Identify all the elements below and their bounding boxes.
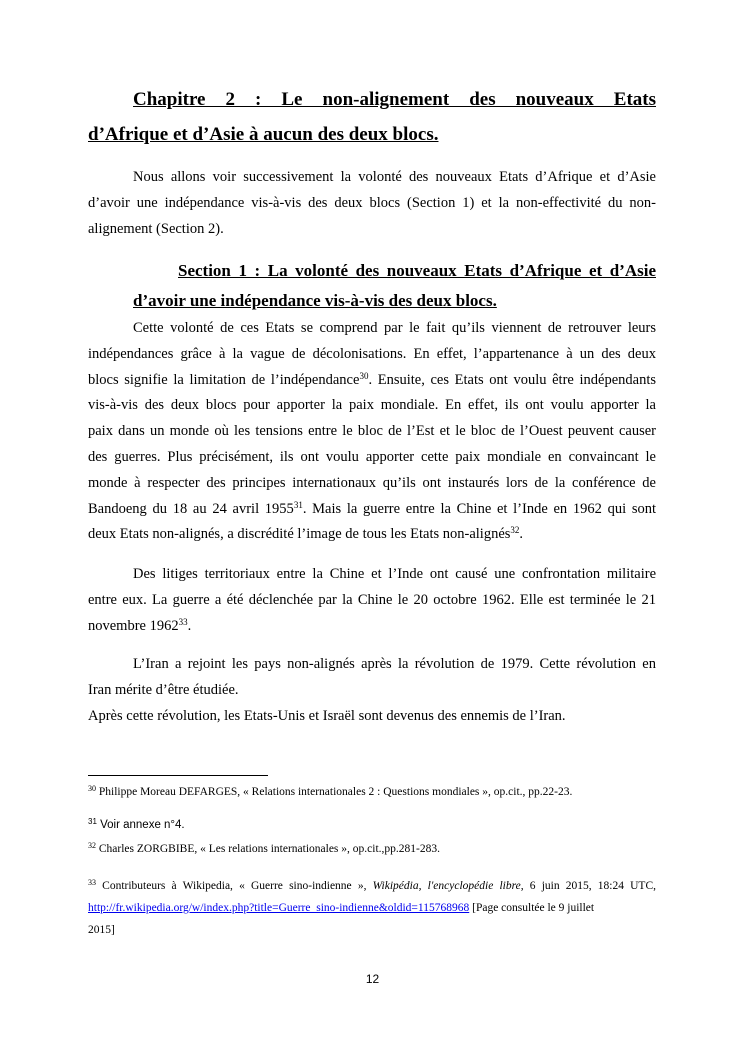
footnote-33-text-b: 6 juin 2015, 18:24 UTC, [523,880,656,892]
section-title-line-1: Section 1 : La volonté des nouveaux Etats d’Afrique et d’Asie [178,261,656,280]
section-title [133,256,656,316]
p1-line-7: monde à respecter des principes internationaux qu’ils ont instaurés lors de la conférence de [88,474,656,491]
p3-line-1: L’Iran a rejoint les pays non-alignés après la révolution de 1979. Cette révolution en [133,656,656,672]
footnote-32 [88,838,656,860]
chapter-title-line-1: Chapitre 2 : Le non-alignement des nouveaux Etats [133,89,656,110]
p2-line-2: entre eux. La guerre a été déclenchée par la Chine le 20 octobre 1962. Elle est terminée le 21 [88,591,656,608]
footnote-separator [88,775,268,776]
footnote-ref-31[interactable]: 31 [293,499,303,510]
p1-line-8 [88,497,656,523]
p1-line-9b: . [519,526,524,543]
chapter-title-line-2: d’Afrique et d’Asie à aucun des deux blocs. [88,124,439,145]
p1-line-5: paix dans un monde où les tensions entre le bloc de l’Est et le bloc de l’Ouest peuvent causer [88,423,656,440]
p1-line-9a: deux Etats non-alignés, a discrédité l’image de tous les Etats non-alignés [88,526,511,543]
p1-line-9 [88,522,656,548]
page-number: 12 [365,972,380,986]
footnote-ref-33[interactable]: 33 [178,616,188,627]
footnote-33-number: 33 [88,878,96,887]
chapter-title [88,82,656,152]
footnote-33-text-a: Contributeurs à Wikipedia, « Guerre sino-indienne », [96,880,373,892]
footnote-33 [88,875,656,941]
footnote-32-text: Charles ZORGBIBE, « Les relations internationales », op.cit.,pp.281-283. [96,843,440,855]
footnote-33-source: Wikipédia, l'encyclopédie libre, [372,880,524,892]
footnote-ref-32[interactable]: 32 [510,525,520,536]
footnote-30-text: Philippe Moreau DEFARGES, « Relations internationales 2 : Questions mondiales », op.cit., pp.22-23. [96,786,573,798]
p3-line-3: Après cette révolution, les Etats-Unis et Israël sont devenus des ennemis de l’Iran. [88,707,566,724]
paragraph-2 [88,562,656,639]
footnote-32-number: 32 [88,841,96,850]
paragraph-3 [88,652,656,729]
intro-line-1: Nous allons voir successivement la volonté des nouveaux Etats d’Afrique et d’Asie [133,169,656,185]
intro-paragraph [88,165,656,242]
p2-line-3b: . [187,617,192,634]
footnote-31-text: Voir annexe n°4. [96,819,185,831]
footnote-33-link[interactable]: http://fr.wikipedia.org/w/index.php?title=Guerre_sino-indienne&oldid=115768968 [88,902,470,914]
footnote-33-text-d: 2015] [88,924,115,936]
footnote-33-text-c: [Page consultée le 9 juillet [469,902,595,914]
p1-line-8a: Bandoeng du 18 au 24 avril 1955 [88,500,294,517]
p1-line-3a: blocs signifie la limitation de l’indépendance [88,371,360,388]
footnote-31 [88,814,656,836]
footnote-30-number: 30 [88,784,96,793]
p2-line-3 [88,614,656,640]
p1-line-3b: . Ensuite, ces Etats ont voulu être indépendants [368,371,657,388]
p2-line-1: Des litiges territoriaux entre la Chine et l’Inde ont causé une confrontation militaire [133,566,656,582]
footnote-30 [88,781,656,803]
p1-line-4: vis-à-vis des deux blocs pour apporter la paix mondiale. En effet, ils ont voulu apporter la [88,397,656,414]
paragraph-1 [88,316,656,548]
footnote-ref-30[interactable]: 30 [359,370,369,381]
p1-line-1: Cette volonté de ces Etats se comprend par le fait qu’ils viennent de retrouver leurs [133,320,656,336]
p1-line-6: des guerres. Plus précisément, ils ont voulu apporter cette paix mondiale en convaincant le [88,448,656,465]
intro-line-2: d’avoir une indépendance vis-à-vis des deux blocs (Section 1) et la non-effectivité du non- [88,194,656,211]
p2-line-3a: novembre 1962 [88,617,179,634]
p1-line-2: indépendances grâce à la vague de décolonisations. En effet, l’appartenance à un des deux [88,345,656,362]
footnote-31-number: 31 [88,817,97,826]
intro-line-3: alignement (Section 2). [88,220,224,237]
section-title-line-2: d’avoir une indépendance vis-à-vis des deux blocs. [133,291,497,310]
p1-line-8b: . Mais la guerre entre la Chine et l’Inde en 1962 qui sont [302,500,656,517]
p1-line-3 [88,368,656,394]
p3-line-2: Iran mérite d’être étudiée. [88,681,239,698]
